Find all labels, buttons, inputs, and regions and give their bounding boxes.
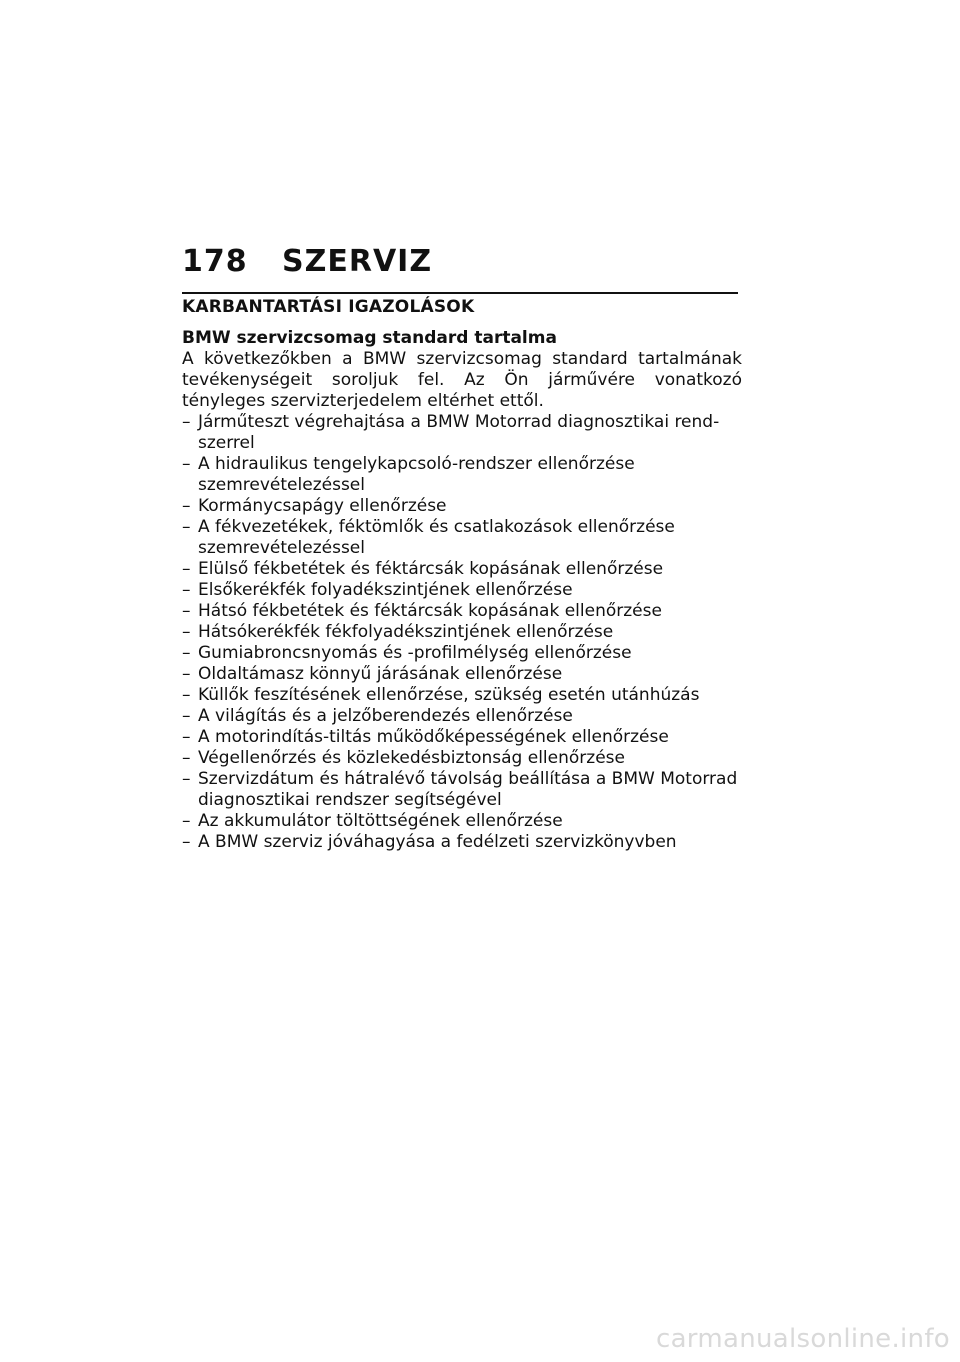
list-item: [182, 580, 742, 601]
list-item-text: A fékvezetékek, féktömlők és csatlakozások ellenőrzése szemrevételezéssel: [198, 517, 675, 558]
bullet-dash: –: [182, 622, 191, 642]
list-item: [182, 685, 742, 706]
list-item-text: Hátsókerékfék fékfolyadékszintjének ellenőrzése: [198, 622, 614, 642]
bullet-dash: –: [182, 517, 191, 537]
list-item: [182, 832, 742, 853]
list-item-text: Az akkumulátor töltöttségének ellenőrzése: [198, 811, 563, 831]
list-item-text: Végellenőrzés és közlekedésbiztonság ellenőrzése: [198, 748, 625, 768]
list-item: [182, 454, 742, 496]
bullet-dash: –: [182, 559, 191, 579]
list-item: [182, 622, 742, 643]
chapter-title: SZERVIZ: [282, 244, 433, 279]
bullet-dash: –: [182, 748, 191, 768]
list-item-text: Elülső fékbetétek és féktárcsák kopásának ellenőrzése: [198, 559, 664, 579]
section-title: KARBANTARTÁSI IGAZOLÁSOK: [182, 297, 475, 317]
list-item: [182, 643, 742, 664]
bullet-dash: –: [182, 643, 191, 663]
list-item-text: A BMW szerviz jóváhagyása a fedélzeti szervizkönyvben: [198, 832, 677, 852]
list-item-text: Hátsó fékbetétek és féktárcsák kopásának ellenőrzése: [198, 601, 662, 621]
service-task-list: [182, 412, 742, 853]
list-item-text: Oldaltámasz könnyű járásának ellenőrzése: [198, 664, 563, 684]
list-item: [182, 811, 742, 832]
bullet-dash: –: [182, 727, 191, 747]
list-item: [182, 496, 742, 517]
section-content: [182, 297, 742, 853]
list-item: [182, 412, 742, 454]
list-item-text: Szervizdátum és hátralévő távolság beállítása a BMW Motorrad diagnosztikai rendszer segítségével: [198, 769, 738, 810]
list-item: [182, 601, 742, 622]
bullet-dash: –: [182, 412, 191, 432]
list-item: [182, 517, 742, 559]
list-item-text: Kormánycsapágy ellenőrzése: [198, 496, 447, 516]
watermark: carmanualsonline.info: [655, 1324, 950, 1354]
list-item-text: Járműteszt végrehajtása a BMW Motorrad diagnosztikai rendszerrel: [198, 412, 720, 453]
intro-paragraph: A következőkben a BMW szervizcsomag standard tartalmának tevékenységeit soroljuk fel. Az Ön járművére vonatkozó tényleges szervizterjedelem eltérhet ettől.: [182, 349, 742, 411]
list-item: [182, 727, 742, 748]
list-item: [182, 748, 742, 769]
list-item-text: Küllők feszítésének ellenőrzése, szükség esetén utánhúzás: [198, 685, 700, 705]
list-item-text: A világítás és a jelzőberendezés ellenőrzése: [198, 706, 573, 726]
header-divider: [182, 292, 738, 294]
list-item: [182, 706, 742, 727]
list-item: [182, 769, 742, 811]
page-header: [182, 244, 432, 279]
bullet-dash: –: [182, 706, 191, 726]
list-item-text: Gumiabroncsnyomás és -profilmélység ellenőrzése: [198, 643, 632, 663]
bullet-dash: –: [182, 580, 191, 600]
page-number: 178: [182, 244, 248, 279]
bullet-dash: –: [182, 664, 191, 684]
bullet-dash: –: [182, 496, 191, 516]
list-item-text: A hidraulikus tengelykapcsoló-rendszer ellenőrzése szemrevételezéssel: [198, 454, 635, 495]
bullet-dash: –: [182, 769, 191, 789]
list-item-text: A motorindítás-tiltás működőképességének ellenőrzése: [198, 727, 669, 747]
bullet-dash: –: [182, 454, 191, 474]
bullet-dash: –: [182, 811, 191, 831]
list-item: [182, 559, 742, 580]
subsection-title: BMW szervizcsomag standard tartalma: [182, 328, 557, 348]
bullet-dash: –: [182, 685, 191, 705]
list-item-text: Elsőkerékfék folyadékszintjének ellenőrzése: [198, 580, 573, 600]
list-item: [182, 664, 742, 685]
bullet-dash: –: [182, 601, 191, 621]
bullet-dash: –: [182, 832, 191, 852]
